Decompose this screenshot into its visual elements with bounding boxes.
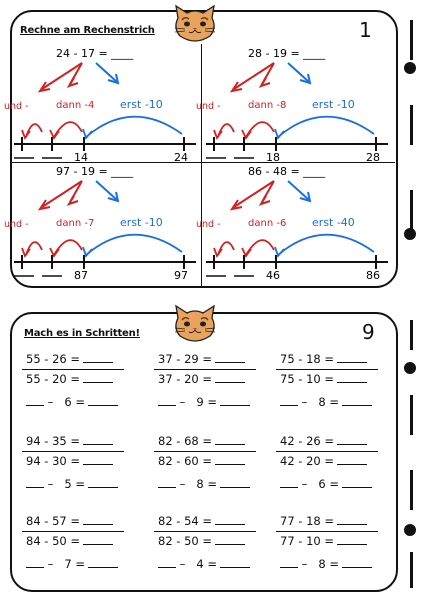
step-task: 84 - 57 = 84 - 50 = – 7 = — [26, 514, 141, 584]
step-one: 75 - 10 = — [280, 372, 335, 386]
answer-blank[interactable] — [280, 395, 298, 406]
number-line-panel — [4, 34, 200, 164]
answer-blank[interactable] — [220, 395, 250, 406]
label-dann: dann -6 — [248, 218, 287, 229]
punch-hole-icon — [404, 228, 416, 240]
answer-blank[interactable] — [215, 514, 245, 525]
task-equation: 55 - 26 = — [26, 352, 81, 366]
underline — [154, 369, 256, 370]
answer-blank[interactable] — [337, 514, 367, 525]
punch-hole-icon — [404, 362, 416, 374]
underline — [22, 531, 124, 532]
task-equation: 28 - 19 = ____ — [248, 47, 326, 60]
step-two: 7 = — [64, 557, 85, 571]
panel-divider-vertical — [201, 44, 202, 286]
task-equation: 82 - 68 = — [158, 434, 213, 448]
task-equation: 77 - 18 = — [280, 514, 335, 528]
step-two: 5 = — [64, 477, 85, 491]
red-arrow — [234, 181, 274, 207]
tick-label: 46 — [266, 269, 280, 282]
tick-label: 14 — [74, 151, 88, 164]
label-und: und - — [196, 219, 221, 230]
label-dann: dann -8 — [248, 100, 287, 111]
step-two: 6 = — [318, 477, 339, 491]
answer-blank[interactable] — [215, 434, 245, 445]
underline — [154, 531, 256, 532]
step-two: 4 = — [196, 557, 217, 571]
jump-arc-red — [218, 124, 234, 137]
answer-blank[interactable] — [280, 557, 298, 568]
card-number: 9 — [362, 320, 375, 344]
answer-blank[interactable] — [337, 352, 367, 363]
card-title: Mach es in Schritten! — [24, 328, 140, 339]
answer-blank[interactable] — [83, 454, 113, 465]
answer-blank[interactable] — [337, 434, 367, 445]
underline — [276, 369, 378, 370]
answer-blank[interactable] — [88, 395, 118, 406]
label-erst: erst -40 — [312, 216, 355, 229]
label-und: und - — [4, 101, 29, 112]
answer-blank[interactable] — [83, 514, 113, 525]
blue-arrow — [288, 63, 309, 82]
answer-blank[interactable] — [220, 557, 250, 568]
task-equation: 86 - 48 = ____ — [248, 165, 326, 178]
underline — [22, 451, 124, 452]
answer-blank[interactable] — [26, 477, 44, 488]
underline — [154, 451, 256, 452]
jump-arc-blue — [278, 235, 374, 255]
step-task: 94 - 35 = 94 - 30 = – 5 = — [26, 434, 141, 504]
step-two: 8 = — [318, 557, 339, 571]
jump-arc-red — [26, 242, 42, 255]
task-equation: 37 - 29 = — [158, 352, 213, 366]
jump-arc-blue — [278, 117, 374, 137]
answer-blank[interactable] — [158, 477, 176, 488]
cat-face-icon — [172, 306, 218, 344]
task-equation: 97 - 19 = ____ — [56, 165, 134, 178]
step-one: 82 - 50 = — [158, 534, 213, 548]
answer-blank[interactable] — [215, 372, 245, 383]
step-one: 55 - 20 = — [26, 372, 81, 386]
task-equation: 94 - 35 = — [26, 434, 81, 448]
step-one: 77 - 10 = — [280, 534, 335, 548]
tick-label: 28 — [366, 151, 380, 164]
red-arrow — [234, 63, 274, 89]
blue-arrow — [288, 181, 309, 200]
answer-blank[interactable] — [337, 454, 367, 465]
answer-blank[interactable] — [83, 534, 113, 545]
tick-label: 87 — [74, 269, 88, 282]
red-arrow — [42, 181, 82, 207]
answer-blank[interactable] — [342, 395, 372, 406]
answer-blank[interactable] — [83, 434, 113, 445]
answer-blank[interactable] — [88, 477, 118, 488]
blue-arrow — [96, 181, 117, 200]
punch-hole-icon — [404, 524, 416, 536]
cut-mark — [410, 20, 413, 60]
label-erst: erst -10 — [120, 216, 163, 229]
label-erst: erst -10 — [120, 98, 163, 111]
worksheet-card-9 — [10, 312, 398, 592]
label-erst: erst -10 — [312, 98, 355, 111]
number-line-panel — [196, 152, 392, 282]
step-task: 55 - 26 = 55 - 20 = – 6 = — [26, 352, 141, 422]
step-two: 8 = — [318, 395, 339, 409]
underline — [276, 451, 378, 452]
label-dann: dann -7 — [56, 218, 95, 229]
answer-blank[interactable] — [337, 534, 367, 545]
answer-blank[interactable] — [158, 557, 176, 568]
task-equation: 42 - 26 = — [280, 434, 335, 448]
answer-blank[interactable] — [158, 395, 176, 406]
step-one: 84 - 50 = — [26, 534, 81, 548]
step-two: 8 = — [196, 477, 217, 491]
punch-hole-icon — [404, 62, 416, 74]
step-task: 75 - 18 = 75 - 10 = – 8 = — [280, 352, 395, 422]
jump-arc-red — [246, 240, 274, 255]
number-line-panel — [196, 34, 392, 164]
step-two: 6 = — [64, 395, 85, 409]
step-one: 37 - 20 = — [158, 372, 213, 386]
answer-blank[interactable] — [215, 534, 245, 545]
step-task: 82 - 54 = 82 - 50 = – 4 = — [158, 514, 273, 584]
answer-blank[interactable] — [83, 352, 113, 363]
step-two: 9 = — [196, 395, 217, 409]
cut-mark — [410, 470, 413, 510]
answer-blank[interactable] — [215, 352, 245, 363]
jump-arc-red — [54, 122, 82, 137]
task-equation: 84 - 57 = — [26, 514, 81, 528]
answer-blank[interactable] — [337, 372, 367, 383]
step-task: 77 - 18 = 77 - 10 = – 8 = — [280, 514, 395, 584]
underline — [276, 531, 378, 532]
answer-blank[interactable] — [220, 477, 250, 488]
blue-arrow — [96, 63, 117, 82]
step-task: 42 - 26 = 42 - 20 = – 6 = — [280, 434, 395, 504]
number-line-panel — [4, 152, 200, 282]
answer-blank[interactable] — [215, 454, 245, 465]
tick-label: 18 — [266, 151, 280, 164]
cut-mark — [410, 395, 413, 435]
label-und: und - — [196, 101, 221, 112]
answer-blank[interactable] — [26, 557, 44, 568]
jump-arc-red — [246, 122, 274, 137]
worksheet-card-1 — [4, 10, 398, 288]
underline — [22, 369, 124, 370]
task-equation: 75 - 18 = — [280, 352, 335, 366]
cut-mark — [410, 552, 413, 588]
jump-arc-red — [218, 242, 234, 255]
jump-arc-blue — [86, 117, 182, 137]
cut-mark — [410, 190, 413, 230]
cut-mark — [410, 105, 413, 145]
answer-blank[interactable] — [88, 557, 118, 568]
answer-blank[interactable] — [342, 477, 372, 488]
answer-blank[interactable] — [280, 477, 298, 488]
jump-arc-blue — [86, 235, 182, 255]
card-number: 1 — [359, 18, 372, 42]
answer-blank[interactable] — [83, 372, 113, 383]
red-arrow — [42, 63, 82, 89]
step-one: 82 - 60 = — [158, 454, 213, 468]
jump-arc-red — [26, 124, 42, 137]
answer-blank[interactable] — [26, 395, 44, 406]
step-task: 82 - 68 = 82 - 60 = – 8 = — [158, 434, 273, 504]
cut-mark — [410, 320, 413, 350]
label-dann: dann -4 — [56, 100, 95, 111]
answer-blank[interactable] — [342, 557, 372, 568]
tick-label: 97 — [174, 269, 188, 282]
label-und: und - — [4, 219, 29, 230]
task-equation: 82 - 54 = — [158, 514, 213, 528]
tick-label: 86 — [366, 269, 380, 282]
card-title: Rechne am Rechenstrich — [20, 25, 155, 36]
step-one: 94 - 30 = — [26, 454, 81, 468]
step-one: 42 - 20 = — [280, 454, 335, 468]
tick-label: 24 — [174, 151, 188, 164]
step-task: 37 - 29 = 37 - 20 = – 9 = — [158, 352, 273, 422]
task-equation: 24 - 17 = ____ — [56, 47, 134, 60]
jump-arc-red — [54, 240, 82, 255]
